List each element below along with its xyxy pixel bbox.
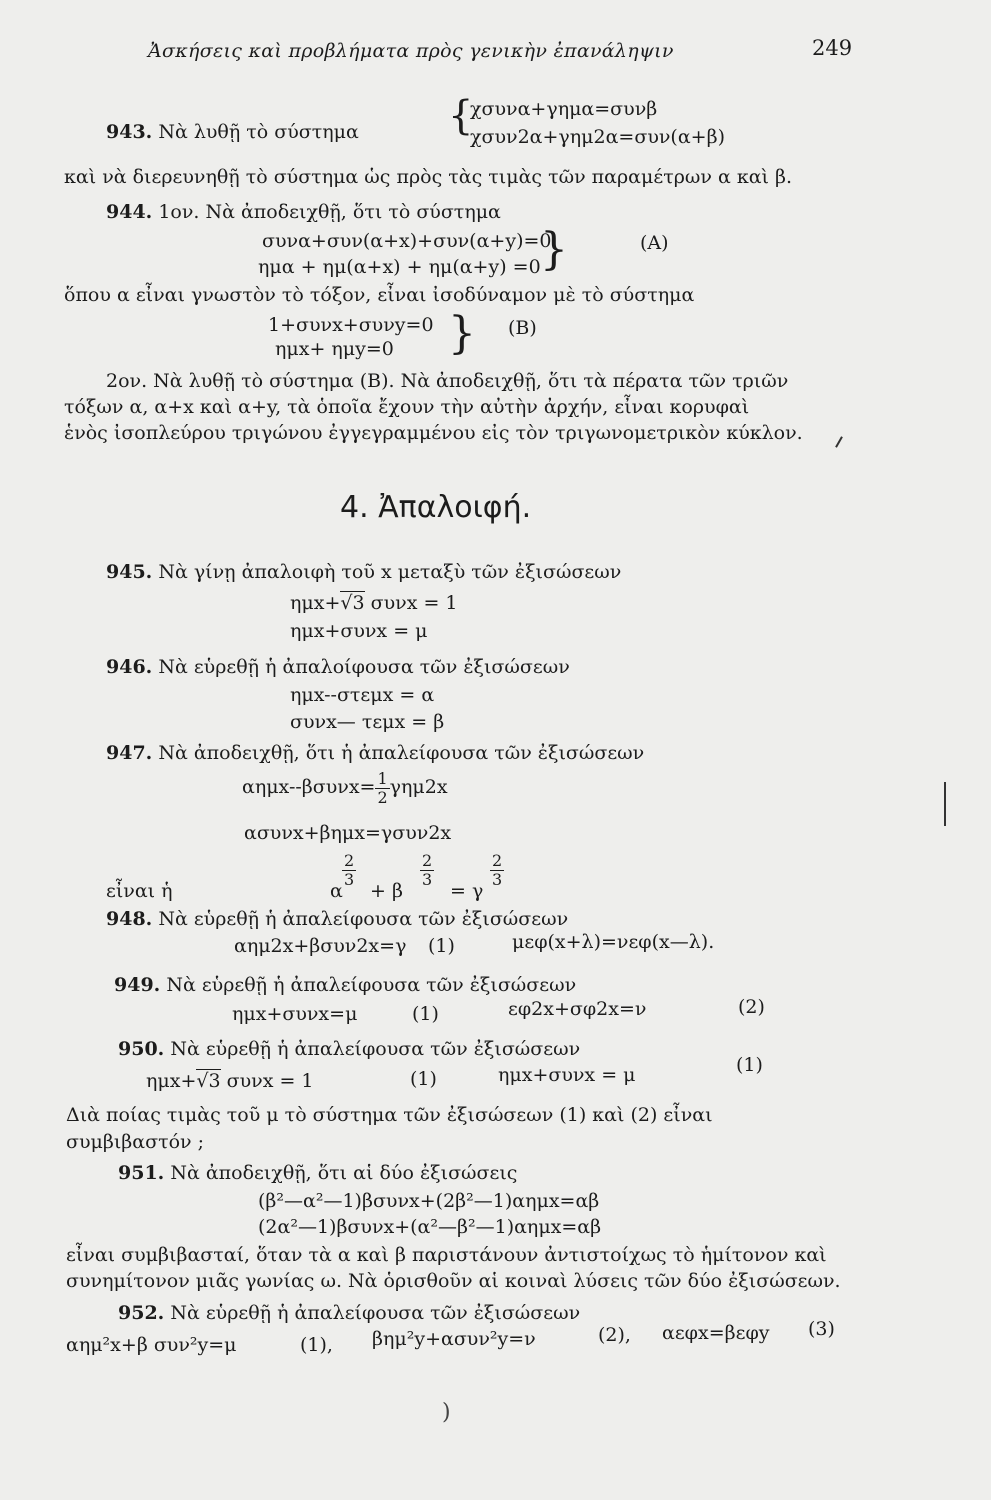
equation: βημ²y+ασυν²y=ν: [372, 1328, 536, 1350]
equation: αεφx=βεφy: [662, 1322, 770, 1344]
text-line: τόξων α, α+x καὶ α+y, τὰ ὁποῖα ἔχουν τὴν αὐτὴν ἀρχήν, εἶναι κορυφαὶ: [64, 396, 750, 418]
equation-label: (1): [428, 935, 455, 957]
running-header: Ἀσκήσεις καὶ προβλήματα πρὸς γενικὴν ἐπανάληψιν: [148, 40, 674, 62]
exponent: [490, 852, 504, 888]
text-line: συνημίτονον μιᾶς γωνίας ω. Νὰ ὁρισθοῦν αἱ κοιναὶ λύσεις τῶν δύο ἐξισώσεων.: [66, 1270, 841, 1292]
exercise-945: [106, 561, 621, 583]
exercise-text: Νὰ εὑρεθῇ ἡ ἀπαλείφουσα τῶν ἐξισώσεων: [170, 1302, 581, 1324]
exercise-number: 951.: [118, 1162, 165, 1184]
equation: χσυνα+γημα=συνβ: [470, 98, 658, 120]
equation: ημx--στεμx = α: [290, 684, 435, 706]
base: α: [330, 880, 343, 902]
equation-label: (1): [736, 1054, 763, 1076]
plus-sign: +: [370, 880, 386, 902]
margin-mark: [835, 436, 843, 447]
denominator: 3: [492, 869, 503, 889]
margin-mark: [944, 782, 946, 826]
exercise-947: [106, 742, 644, 764]
equation: ημx+ ημy=0: [275, 338, 394, 360]
equation: εφ2x+σφ2x=ν: [508, 998, 647, 1020]
text-line: ὅπου α εἶναι γνωστὸν τὸ τόξον, εἶναι ἰσοδύναμον μὲ τὸ σύστημα: [64, 284, 695, 306]
exercise-number: 948.: [106, 908, 153, 930]
exercise-number: 949.: [114, 974, 161, 996]
exercise-number: 950.: [118, 1038, 165, 1060]
system-brace: }: [448, 308, 476, 359]
equation-label: (1),: [300, 1334, 333, 1356]
exercise-946: [106, 656, 570, 678]
denominator: 2: [377, 787, 388, 807]
text-line: εἶναι ἡ: [106, 880, 173, 902]
fraction: [342, 852, 356, 888]
equation: αημ2x+βσυν2x=γ: [234, 935, 407, 957]
numerator: 1: [377, 769, 388, 788]
text-line: εἶναι συμβιβασταί, ὅταν τὰ α καὶ β παριστάνουν ἀντιστοίχως τὸ ἡμίτονον καὶ: [66, 1244, 827, 1266]
eq-part: συνx = 1: [364, 592, 458, 614]
eq-part: γημ2x: [389, 776, 448, 799]
exponent: [342, 852, 356, 888]
equation-label: (2),: [598, 1324, 631, 1346]
exercise-text: Νὰ εὑρεθῇ ἡ ἀπαλείφουσα τῶν ἐξισώσεων: [170, 1038, 581, 1060]
exercise-text: Νὰ ἀποδειχθῇ, ὅτι ἡ ἀπαλείφουσα τῶν ἐξισώσεων: [158, 742, 645, 764]
sqrt-radical: √3: [196, 1070, 221, 1092]
exercise-number: 952.: [118, 1302, 165, 1324]
numerator: 2: [344, 851, 355, 870]
equation: (β²—α²—1)βσυνx+(2β²—1)αημx=αβ: [258, 1190, 600, 1212]
equation: [242, 770, 448, 806]
exercise-text: Νὰ λυθῇ τὸ σύστημα: [158, 121, 359, 143]
exercise-952: [118, 1302, 580, 1324]
exercise-950: [118, 1038, 580, 1060]
numerator: 2: [492, 851, 503, 870]
text-line: συμβιβαστόν ;: [66, 1131, 205, 1153]
text-line: καὶ νὰ διερευνηθῇ τὸ σύστημα ὡς πρὸς τὰς τιμὰς τῶν παραμέτρων α καὶ β.: [64, 166, 793, 188]
base: β: [392, 880, 403, 902]
equation: ημx+συνx = μ: [498, 1064, 636, 1086]
text-line: ἑνὸς ἰσοπλεύρου τριγώνου ἐγγεγραμμένου εἰς τὸν τριγωνομετρικὸν κύκλον.: [64, 422, 803, 444]
system-brace: }: [540, 224, 568, 275]
exercise-number: 944.: [106, 201, 153, 223]
equation: (2α²—1)βσυνx+(α²—β²—1)αημx=αβ: [258, 1216, 602, 1238]
section-heading: 4. Ἀπαλοιφή.: [340, 490, 532, 525]
exercise-number: 947.: [106, 742, 153, 764]
eq-part: αημx--βσυνx=: [242, 776, 376, 799]
exercise-text: Νὰ εὑρεθῇ ἡ ἀπαλείφουσα τῶν ἐξισώσεων: [166, 974, 577, 996]
equation: συνα+συν(α+x)+συν(α+y)=0: [262, 230, 552, 252]
exercise-text: Νὰ ἀποδειχθῇ, ὅτι αἱ δύο ἐξισώσεις: [170, 1162, 518, 1184]
exercise-number: 946.: [106, 656, 153, 678]
exercise-text: Νὰ εὑρεθῇ ἡ ἀπαλοίφουσα τῶν ἐξισώσεων: [158, 656, 570, 678]
exponent: [420, 852, 434, 888]
eq-part: ημx+: [290, 592, 341, 614]
equation-label: (1): [412, 1003, 439, 1025]
system-label: (Α): [640, 232, 669, 254]
equation: μεφ(x+λ)=νεφ(x—λ).: [512, 931, 715, 953]
equation-label: (3): [808, 1318, 835, 1340]
fraction: [490, 852, 504, 888]
denominator: 3: [422, 869, 433, 889]
equation: χσυν2α+γημ2α=συν(α+β): [470, 126, 725, 148]
equation-powers: [330, 880, 343, 902]
equation: ημx+συνx=μ: [232, 1003, 358, 1025]
exercise-number: 943.: [106, 121, 153, 143]
exercise-951: [118, 1162, 517, 1184]
system-brace: {: [448, 93, 474, 139]
base: γ: [472, 880, 484, 902]
sqrt-radical: √3: [340, 592, 365, 614]
equation: ημx+συνx = μ: [290, 620, 428, 642]
equation: συνx— τεμx = β: [290, 711, 445, 733]
text-line: Διὰ ποίας τιμὰς τοῦ μ τὸ σύστημα τῶν ἐξισώσεων (1) καὶ (2) εἶναι: [66, 1104, 713, 1126]
equation: ημα + ημ(α+x) + ημ(α+y) =0: [258, 256, 541, 278]
fraction: [420, 852, 434, 888]
numerator: 2: [422, 851, 433, 870]
exercise-949: [114, 974, 576, 996]
fraction: [375, 770, 389, 806]
text-line: 2ον. Νὰ λυθῇ τὸ σύστημα (Β). Νὰ ἀποδειχθῇ, ὅτι τὰ πέρατα τῶν τριῶν: [106, 370, 789, 392]
exercise-number: 945.: [106, 561, 153, 583]
system-label: (Β): [508, 317, 537, 339]
exercise-943: [106, 121, 359, 143]
eq-part: συνx = 1: [220, 1070, 314, 1092]
exercise-944: [106, 201, 501, 223]
denominator: 3: [344, 869, 355, 889]
eq-part: ημx+: [146, 1070, 197, 1092]
exercise-text: Νὰ εὑρεθῇ ἡ ἀπαλείφουσα τῶν ἐξισώσεων: [158, 908, 569, 930]
page-number: 249: [812, 36, 853, 60]
equation: [146, 1070, 314, 1092]
exercise-text: 1ον. Νὰ ἀποδειχθῇ, ὅτι τὸ σύστημα: [158, 201, 501, 223]
stray-mark: ): [442, 1400, 451, 1425]
equation-label: (2): [738, 996, 765, 1018]
equation: 1+συνx+συνy=0: [268, 314, 434, 336]
equation-label: (1): [410, 1068, 437, 1090]
exercise-text: Νὰ γίνῃ ἀπαλοιφὴ τοῦ x μεταξὺ τῶν ἐξισώσεων: [158, 561, 622, 583]
equation: αημ²x+β συν²y=μ: [66, 1334, 237, 1356]
equation: ασυνx+βημx=γσυν2x: [244, 822, 452, 844]
exercise-948: [106, 908, 568, 930]
equation: [290, 592, 458, 614]
equals-sign: =: [450, 880, 466, 902]
